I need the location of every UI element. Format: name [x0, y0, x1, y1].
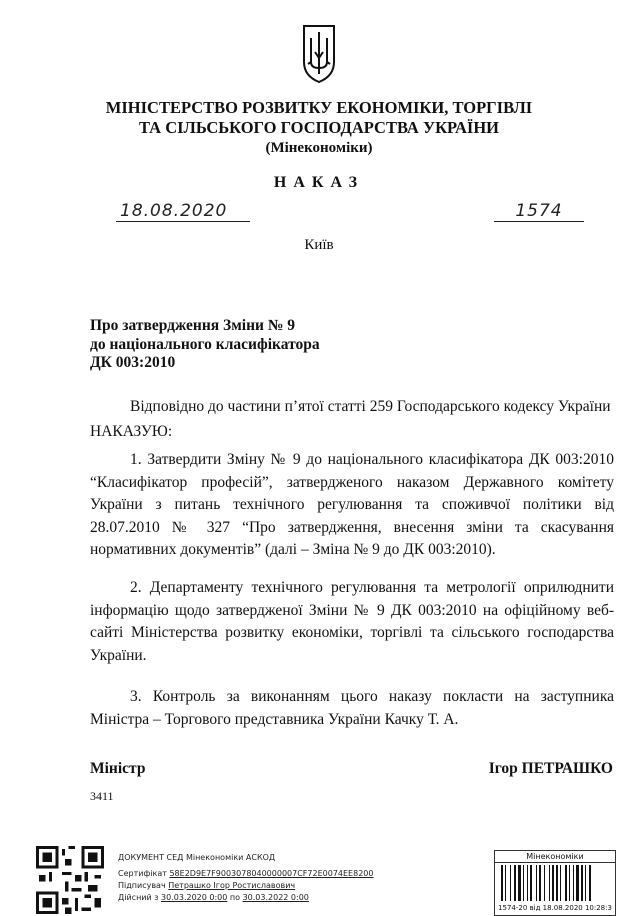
- registration-stamp: [494, 850, 616, 916]
- signatory-name: Ігор ПЕТРАШКО: [488, 760, 613, 777]
- command-word: НАКАЗУЮ:: [90, 423, 173, 440]
- subject-line: Про затвердження Зміни № 9: [90, 317, 296, 334]
- registration-number: 3411: [90, 789, 114, 803]
- order-item-1: 1. Затвердити Зміну № 9 до національного класифікатора ДК 003:2010 “Класифікатор професій”, затвердженого наказом Державного комітету України з питань технічного регулювання та споживчої політики від 28.07.2010 № 327 “Про затвердження, внесення зміни та скасування нормативних документів” (далі – Зміна № 9 до ДК 003:2010).: [90, 451, 614, 559]
- city: Київ: [304, 237, 334, 253]
- subject-line: до національного класифікатора: [90, 335, 320, 353]
- order-date: 18.08.2020: [116, 201, 250, 222]
- certificate-value: 58E2D9E7F9003078040000007CF72E0074EE8200: [169, 869, 374, 878]
- valid-to-label: по: [229, 893, 241, 902]
- barcode-icon: [501, 865, 609, 901]
- order-item-2: 2. Департаменту технічного регулювання та метрології оприлюднити інформацію щодо затвердженої Зміни № 9 ДК 003:2010 на офіційному веб-сайті Міністерства розвитку економіки, торгівлі та сільського господарства України.: [90, 579, 614, 664]
- digital-signature-title: ДОКУМЕНТ СЕД Мінекономіки АСКОД: [118, 853, 276, 862]
- coat-of-arms-emblem: [300, 22, 338, 84]
- validity-row: [118, 892, 309, 903]
- order-title: НАКАЗ: [273, 174, 365, 191]
- order-item-3: 3. Контроль за виконанням цього наказу покласти на заступника Міністра – Торгового представника України Качку Т. А.: [90, 688, 614, 728]
- signer-value: Петрашко Ігор Ростиславович: [168, 881, 296, 890]
- stamp-footer: 1574-20 від 18.08.2020 10:28:3: [498, 904, 612, 912]
- order-number: 1574: [494, 201, 584, 222]
- ministry-name-line2: ТА СІЛЬСЬКОГО ГОСПОДАРСТВА УКРАЇНИ: [138, 118, 500, 137]
- order-subject: [90, 317, 390, 373]
- valid-from-value: 30.03.2020 0:00: [161, 893, 228, 902]
- preamble: Відповідно до частини п’ятої статті 259 Господарського кодексу України: [130, 398, 611, 415]
- stamp-title: Мінекономіки: [495, 851, 615, 863]
- signer-row: [118, 880, 295, 891]
- ministry-name-line1: МІНІСТЕРСТВО РОЗВИТКУ ЕКОНОМІКИ, ТОРГІВЛІ: [105, 98, 533, 117]
- certificate-row: [118, 868, 373, 879]
- valid-to-value: 30.03.2022 0:00: [242, 893, 309, 902]
- qr-code-icon: [36, 846, 104, 914]
- ministry-short-name: (Мінекономіки): [265, 140, 373, 156]
- subject-line: ДК 003:2010: [90, 354, 176, 371]
- signatory-role: Міністр: [90, 760, 146, 777]
- valid-from-label: Дійсний з: [118, 893, 159, 902]
- signer-label: Підписувач: [118, 881, 166, 890]
- certificate-label: Сертифікат: [118, 869, 167, 878]
